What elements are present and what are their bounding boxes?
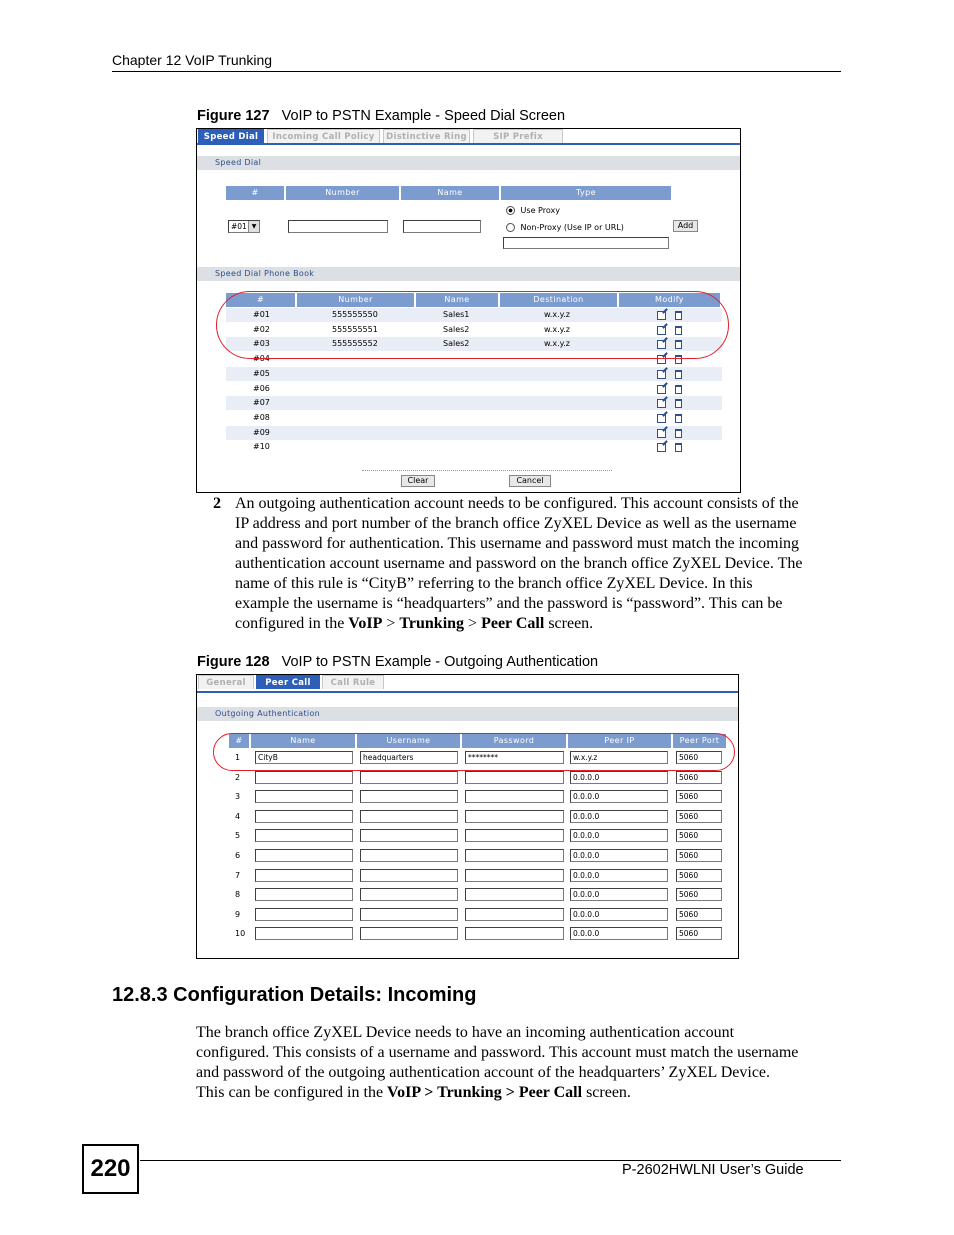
username-input[interactable]	[360, 810, 458, 823]
peer-port-input[interactable]: 5060	[676, 908, 722, 921]
password-input[interactable]	[465, 829, 564, 842]
col-header-number: Number	[286, 186, 401, 200]
header-rule	[112, 71, 841, 72]
peer-port-input[interactable]: 5060	[676, 790, 722, 803]
section-heading: 12.8.3 Configuration Details: Incoming	[112, 984, 477, 1006]
name-input[interactable]	[255, 790, 353, 803]
username-input[interactable]	[360, 829, 458, 842]
add-button[interactable]: Add	[673, 220, 698, 232]
tab-underline	[197, 143, 740, 145]
row-index: 9	[235, 909, 241, 919]
row-index: 7	[235, 870, 241, 880]
username-input[interactable]	[360, 908, 458, 921]
name-input[interactable]	[255, 927, 353, 940]
delete-icon[interactable]	[675, 399, 682, 408]
radio-use-proxy-label: Use Proxy	[520, 206, 560, 215]
step-number: 2	[213, 495, 221, 512]
table-row	[229, 810, 729, 826]
tab-general[interactable]: General	[198, 675, 254, 689]
row-name: Sales2	[443, 324, 470, 334]
step-2-line-7-post: screen.	[544, 615, 594, 632]
section-speed-dial: Speed Dial	[197, 156, 740, 170]
row-destination: w.x.y.z	[544, 324, 570, 334]
table-row	[229, 888, 729, 904]
highlight-oval	[213, 733, 735, 771]
row-name: Sales2	[443, 339, 470, 349]
book-header-destination: Destination	[500, 293, 619, 307]
menu-sep-1: >	[382, 615, 400, 632]
footer-rule	[140, 1160, 841, 1161]
row-number: 555555552	[332, 339, 378, 349]
destination-input[interactable]	[503, 237, 669, 249]
table-row	[229, 849, 729, 865]
step-2-line-3: and password for authentication. This username and password must match the incoming	[235, 535, 800, 552]
row-number: 555555551	[332, 324, 378, 334]
step-2-line-4: authentication account username and password on the branch office ZyXEL Device. The	[235, 555, 803, 572]
row-index: 6	[235, 851, 241, 860]
row-index: 10	[235, 929, 246, 939]
speed-dial-select-value: #01	[231, 222, 247, 231]
peer-ip-input[interactable]: 0.0.0.0	[570, 869, 668, 882]
section-body-line-1: The branch office ZyXEL Device needs to have an incoming authentication account	[196, 1024, 735, 1041]
figure-128-label: Figure 128	[197, 654, 270, 670]
tab-underline	[197, 691, 738, 693]
name-input[interactable]	[255, 888, 353, 901]
tab-incoming-call-policy[interactable]: Incoming Call Policy	[267, 129, 380, 143]
book-header-hash: #	[226, 293, 297, 307]
tab-speed-dial[interactable]: Speed Dial	[198, 129, 264, 143]
row-destination: w.x.y.z	[544, 339, 570, 349]
cancel-button[interactable]: Cancel	[509, 475, 551, 487]
row-index: 5	[235, 831, 241, 841]
password-input[interactable]	[465, 810, 564, 823]
table-row	[226, 382, 722, 396]
name-input[interactable]	[255, 771, 353, 784]
clear-button[interactable]: Clear	[401, 475, 435, 487]
peer-ip-input[interactable]: 0.0.0.0	[570, 790, 668, 803]
tab-distinctive-ring[interactable]: Distinctive Ring	[383, 129, 470, 143]
row-index: #04	[253, 354, 270, 364]
peer-port-input[interactable]: 5060	[676, 771, 722, 784]
peer-port-input[interactable]: 5060	[676, 751, 722, 764]
password-input[interactable]	[465, 869, 564, 882]
edit-icon[interactable]	[657, 414, 666, 423]
highlight-oval	[216, 291, 729, 359]
peer-ip-input[interactable]: 0.0.0.0	[570, 849, 668, 862]
row-index: 1	[235, 753, 241, 762]
edit-icon[interactable]	[657, 443, 666, 452]
col-header-type: Type	[501, 186, 673, 200]
edit-icon[interactable]	[657, 399, 666, 408]
section-phone-book: Speed Dial Phone Book	[197, 267, 740, 281]
speed-dial-screen	[196, 128, 741, 493]
row-index: #05	[253, 368, 270, 378]
page-number: 220	[82, 1144, 139, 1194]
step-2-line-5: name of this rule is “CityB” referring to the branch office ZyXEL Device. In this	[235, 575, 753, 592]
peer-ip-input[interactable]: 0.0.0.0	[570, 771, 668, 784]
row-index: #08	[253, 412, 270, 422]
row-index: #06	[253, 383, 270, 393]
table-row	[226, 396, 722, 410]
password-input[interactable]	[465, 927, 564, 940]
menu-path: VoIP > Trunking > Peer Call	[387, 1084, 583, 1101]
table-row	[229, 790, 729, 806]
peer-ip-input[interactable]: 0.0.0.0	[570, 888, 668, 901]
auth-header-password: Password	[462, 734, 568, 748]
guide-title: P-2602HWLNI User’s Guide	[622, 1162, 804, 1178]
username-input[interactable]	[360, 869, 458, 882]
row-index: #10	[253, 442, 270, 452]
peer-port-input[interactable]: 5060	[676, 849, 722, 862]
peer-port-input[interactable]: 5060	[676, 829, 722, 842]
menu-sep-2: >	[464, 615, 482, 632]
name-input[interactable]	[255, 810, 353, 823]
figure-127-title: VoIP to PSTN Example - Speed Dial Screen	[281, 108, 566, 124]
password-input[interactable]: ********	[465, 751, 564, 764]
step-2-line-7-pre: configured in the	[235, 615, 349, 632]
tab-sip-prefix[interactable]: SIP Prefix	[473, 129, 563, 143]
username-input[interactable]	[360, 888, 458, 901]
table-row	[226, 411, 722, 425]
book-header-name: Name	[416, 293, 500, 307]
password-input[interactable]	[465, 908, 564, 921]
username-input[interactable]: headquarters	[360, 751, 458, 764]
auth-header-peer-port: Peer Port	[673, 734, 726, 748]
table-row	[226, 367, 722, 381]
peer-ip-input[interactable]: 0.0.0.0	[570, 927, 668, 940]
section-body-line-4	[196, 1083, 856, 1103]
password-input[interactable]	[465, 771, 564, 784]
table-row	[226, 440, 722, 454]
peer-ip-input[interactable]: w.x.y.z	[570, 751, 668, 764]
username-input[interactable]	[360, 790, 458, 803]
tab-peer-call[interactable]: Peer Call	[256, 675, 320, 689]
auth-header-username: Username	[357, 734, 462, 748]
radio-non-proxy[interactable]	[506, 223, 624, 232]
chevron-down-icon[interactable]: ▼	[248, 221, 259, 232]
step-2-line-2: IP address and port number of the branch office ZyXEL Device as well as the username	[235, 515, 797, 532]
menu-trunking: Trunking	[399, 615, 465, 632]
peer-port-input[interactable]: 5060	[676, 888, 722, 901]
section-outgoing-auth: Outgoing Authentication	[197, 707, 738, 721]
row-index: 2	[235, 772, 241, 782]
col-header-hash: #	[226, 186, 286, 200]
step-2-line-7	[235, 614, 855, 634]
radio-use-proxy[interactable]	[506, 206, 560, 215]
divider	[362, 470, 612, 471]
section-body-line-4-post: screen.	[582, 1084, 631, 1101]
row-index: #02	[253, 324, 270, 334]
row-index: #01	[253, 310, 270, 319]
username-input[interactable]	[360, 849, 458, 862]
row-name: Sales1	[443, 310, 470, 319]
chapter-header: Chapter 12 VoIP Trunking	[112, 52, 273, 68]
row-index: 3	[235, 792, 241, 802]
step-2-text	[235, 494, 855, 634]
table-row	[229, 927, 729, 943]
delete-icon[interactable]	[675, 370, 682, 379]
peer-port-input[interactable]: 5060	[676, 927, 722, 940]
edit-icon[interactable]	[657, 370, 666, 379]
table-row	[229, 908, 729, 924]
delete-icon[interactable]	[675, 385, 682, 394]
speed-dial-select[interactable]	[228, 220, 260, 233]
section-body	[196, 1023, 856, 1103]
peer-port-input[interactable]: 5060	[676, 869, 722, 882]
section-body-line-2: configured. This consists of a username and password. This account must match the username	[196, 1044, 799, 1061]
table-row	[229, 869, 729, 885]
table-row	[226, 426, 722, 440]
outgoing-auth-screen	[196, 674, 739, 959]
figure-127-label: Figure 127	[197, 108, 270, 124]
tab-call-rule[interactable]: Call Rule	[322, 675, 384, 689]
row-index: 4	[235, 811, 241, 821]
edit-icon[interactable]	[657, 429, 666, 438]
name-input[interactable]	[255, 829, 353, 842]
row-index: #09	[253, 427, 270, 437]
password-input[interactable]	[465, 790, 564, 803]
peer-ip-input[interactable]: 0.0.0.0	[570, 908, 668, 921]
figure-127-caption	[197, 108, 565, 124]
peer-port-input[interactable]: 5060	[676, 810, 722, 823]
table-row	[229, 829, 729, 845]
name-input[interactable]: CityB	[255, 751, 353, 764]
figure-128-caption	[197, 654, 598, 670]
password-input[interactable]	[465, 888, 564, 901]
row-number: 555555550	[332, 310, 378, 319]
radio-non-proxy-label: Non-Proxy (Use IP or URL)	[520, 223, 624, 232]
edit-icon[interactable]	[657, 385, 666, 394]
menu-voip: VoIP	[348, 615, 383, 632]
menu-peer-call: Peer Call	[481, 615, 545, 632]
name-input[interactable]	[255, 869, 353, 882]
number-input[interactable]	[288, 220, 388, 233]
auth-header-hash: #	[229, 734, 251, 748]
password-input[interactable]	[465, 849, 564, 862]
row-index: #03	[253, 339, 270, 349]
section-body-line-4-pre: This can be configured in the	[196, 1084, 388, 1101]
radio-unselected-icon[interactable]	[506, 223, 515, 232]
username-input[interactable]	[360, 927, 458, 940]
delete-icon[interactable]	[675, 414, 682, 423]
table-row	[229, 771, 729, 787]
delete-icon[interactable]	[675, 443, 682, 452]
figure-128-title: VoIP to PSTN Example - Outgoing Authentication	[281, 654, 599, 670]
username-input[interactable]	[360, 771, 458, 784]
book-header-modify: Modify	[619, 293, 722, 307]
col-header-name: Name	[401, 186, 501, 200]
step-2-line-6: example the username is “headquarters” and the password is “password”. This can be	[235, 595, 783, 612]
row-index: #07	[253, 398, 270, 408]
name-input[interactable]	[255, 849, 353, 862]
name-input[interactable]	[255, 908, 353, 921]
name-input[interactable]	[403, 220, 481, 233]
peer-ip-input[interactable]: 0.0.0.0	[570, 829, 668, 842]
auth-header-name: Name	[251, 734, 357, 748]
row-index: 8	[235, 890, 241, 900]
section-body-line-3: and password of the outgoing authentication account of the headquarters’ ZyXEL Device.	[196, 1064, 771, 1081]
book-header-number: Number	[297, 293, 416, 307]
peer-ip-input[interactable]: 0.0.0.0	[570, 810, 668, 823]
row-destination: w.x.y.z	[544, 310, 570, 319]
step-2-line-1: An outgoing authentication account needs to be configured. This account consists of the	[235, 495, 799, 512]
radio-selected-icon[interactable]	[506, 206, 515, 215]
delete-icon[interactable]	[675, 429, 682, 438]
auth-header-peer-ip: Peer IP	[568, 734, 673, 748]
